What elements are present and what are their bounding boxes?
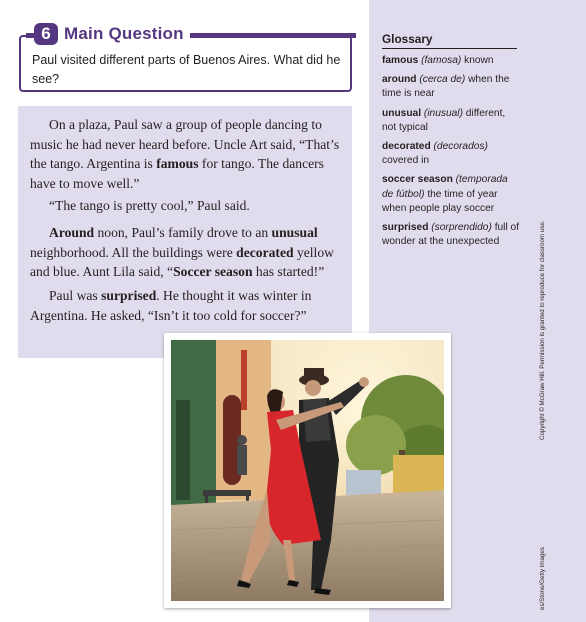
question-header [26, 22, 356, 48]
tango-dancers-photo [164, 333, 451, 608]
story-text: . He thought it was winter in Argentina. He asked, “Isn’t it too cold for soccer?” [30, 288, 312, 323]
story-paragraph-1 [30, 115, 348, 193]
question-title: Main Question [64, 24, 184, 43]
glossary-spanish: (decorados) [430, 141, 488, 153]
glossary-definition: the time of year when people play soccer [382, 188, 498, 214]
story-text: “The tango is pretty cool,” Paul said. [49, 198, 250, 213]
glossary-spanish: (famosa) [418, 55, 465, 66]
glossary [382, 32, 520, 254]
header-label [41, 22, 190, 46]
story-text: for tango. The dancers have to move well.” [30, 156, 324, 191]
story-paragraph-2 [30, 196, 348, 216]
glossary-term: decorated [382, 141, 431, 153]
glossary-entry [382, 221, 520, 249]
vocabulary-word: surprised [101, 288, 157, 303]
glossary-definition: full of wonder at the unexpected [382, 222, 520, 248]
glossary-definition: when the time is near [382, 74, 510, 100]
glossary-spanish: (sorprendido) [428, 222, 495, 234]
story-text: yellow and blue. Aunt Lila said, “ [30, 244, 334, 280]
story-passage [18, 106, 352, 358]
story-text: noon, Paul’s family drove to an [94, 225, 272, 240]
glossary-definition: covered in [382, 155, 430, 167]
vocabulary-word: unusual [271, 225, 318, 240]
vocabulary-word: famous [156, 156, 199, 172]
glossary-entry [382, 54, 520, 68]
glossary-term: around [382, 74, 417, 86]
photo-credit: es/Stone/Getty Images [539, 547, 546, 610]
story-text: has started!” [252, 264, 325, 280]
glossary-definition: different, not typical [382, 107, 506, 133]
question-number-badge: 6 [34, 23, 58, 45]
vocabulary-word: decorated [236, 244, 294, 260]
glossary-spanish: (inusual) [421, 107, 466, 119]
glossary-term: famous [382, 55, 419, 66]
vocabulary-word: Soccer season [173, 264, 253, 280]
glossary-spanish: (cerca de) [416, 74, 469, 86]
glossary-entry [382, 73, 520, 101]
glossary-entries [382, 54, 520, 249]
copyright-notice: Copyright © McGraw Hill. Permission is granted to reproduce for classroom use. [539, 220, 546, 440]
story-paragraph-3 [30, 223, 348, 282]
glossary-definition: known [464, 55, 494, 66]
vocabulary-word: Around [49, 225, 95, 240]
question-text: Paul visited different parts of Buenos Aires. What did he see? [32, 53, 341, 86]
glossary-title: Glossary [382, 32, 517, 49]
story-text: neighborhood. All the buildings were [30, 244, 237, 260]
glossary-term: surprised [382, 222, 429, 234]
photo-illustration [171, 340, 444, 601]
glossary-term: soccer season [382, 174, 453, 186]
glossary-entry [382, 107, 520, 135]
story-paragraph-4 [30, 286, 348, 325]
glossary-spanish: (temporada de fútbol) [382, 174, 508, 200]
glossary-entry [382, 173, 520, 216]
story-text: On a plaza, Paul saw a group of people dancing to music he had never heard before. Uncle Art said, “That’s the tango. Argentina is [30, 117, 340, 172]
story-text: Paul was [49, 288, 102, 303]
glossary-term: unusual [382, 107, 422, 119]
glossary-entry [382, 140, 520, 168]
